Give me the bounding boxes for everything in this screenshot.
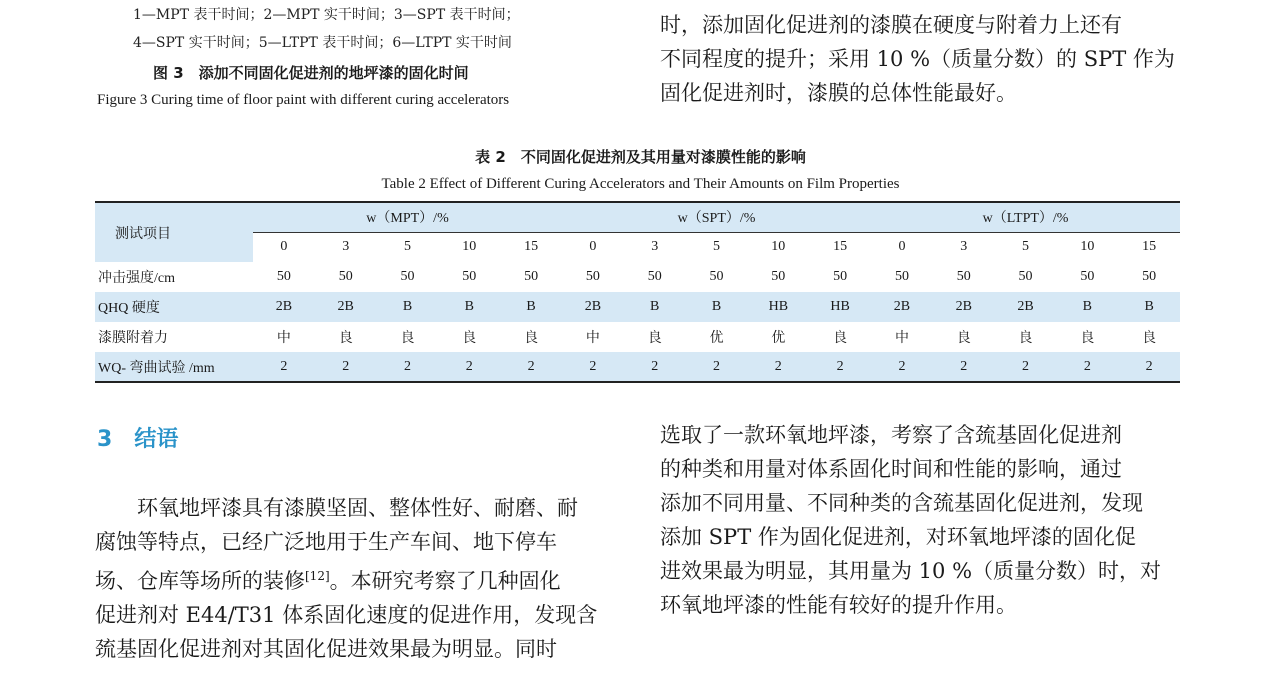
- table-cell: 50: [276, 269, 291, 284]
- table-cell: B: [500, 292, 562, 322]
- table-cell: 2: [747, 352, 809, 382]
- table-cell: 中: [894, 331, 909, 346]
- group-header-mpt: w（MPT）/%: [253, 202, 562, 232]
- amount-header: 0: [898, 239, 906, 255]
- table-cell: 2: [809, 352, 871, 382]
- table-cell: 良: [400, 331, 415, 346]
- table-cell: 2B: [933, 292, 995, 322]
- table-cell: 50: [585, 269, 600, 284]
- amount-header: 10: [1080, 239, 1095, 255]
- row-label: WQ- 弯曲试验 /mm: [95, 352, 253, 382]
- table-cell: 中: [276, 331, 291, 346]
- section-title: 结语: [134, 427, 179, 452]
- amount-header: 15: [1142, 239, 1157, 255]
- amount-header: 0: [589, 239, 597, 255]
- citation-ref: [12]: [305, 569, 330, 583]
- table-cell: 2: [562, 352, 624, 382]
- section-heading: [97, 422, 178, 453]
- paragraph-line: [95, 559, 597, 598]
- paragraph-line: 腐蚀等特点，已经广泛地用于生产车间、地下停车: [95, 530, 557, 554]
- table-title-en: Table 2 Effect of Different Curing Accelerators and Their Amounts on Film Properties: [381, 176, 900, 192]
- table-header-row-amounts: [95, 232, 1180, 262]
- table-cell: 良: [647, 331, 662, 346]
- paragraph-line: 巯基固化促进剂对其固化促进效果最为明显。同时: [95, 637, 557, 661]
- table-cell: 50: [956, 269, 971, 284]
- table-cell: 2B: [315, 292, 377, 322]
- table-cell: 50: [338, 269, 353, 284]
- table-cell: 50: [1080, 269, 1095, 284]
- row-label: QHQ 硬度: [95, 292, 253, 322]
- table-cell: 2B: [253, 292, 315, 322]
- table-cell: 2: [377, 352, 439, 382]
- table-cell: 2: [1118, 352, 1180, 382]
- table-cell: 2B: [562, 292, 624, 322]
- amount-header: 3: [342, 239, 350, 255]
- table-cell: 2: [1056, 352, 1118, 382]
- figure-legend-line-1: 1—MPT 表干时间；2—MPT 实干时间；3—SPT 表干时间；: [133, 7, 520, 23]
- amount-header: 10: [771, 239, 786, 255]
- table-cell: B: [686, 292, 748, 322]
- figure-legend-line-2: 4—SPT 实干时间；5—LTPT 表干时间；6—LTPT 实干时间: [133, 35, 512, 51]
- table-cell: 2: [933, 352, 995, 382]
- table-cell: 2: [871, 352, 933, 382]
- paragraph-line: 环氧地坪漆的性能有较好的提升作用。: [660, 593, 1017, 617]
- table-row: [95, 262, 1180, 292]
- table-cell: 50: [524, 269, 539, 284]
- group-header-ltpt: w（LTPT）/%: [871, 202, 1180, 232]
- table-cell: 50: [462, 269, 477, 284]
- table-cell: 良: [524, 331, 539, 346]
- table-cell: 2: [995, 352, 1057, 382]
- group-header-spt: w（SPT）/%: [562, 202, 871, 232]
- amount-header: 5: [403, 239, 411, 255]
- figure-caption-cn: 图 3 添加不同固化促进剂的地坪漆的固化时间: [153, 64, 469, 82]
- table-title-cn: 表 2 不同固化促进剂及其用量对漆膜性能的影响: [475, 148, 806, 166]
- table-cell: 2: [624, 352, 686, 382]
- right-paragraph: [660, 418, 1161, 622]
- table-cell: 良: [1018, 331, 1033, 346]
- amount-header: 10: [462, 239, 477, 255]
- properties-table: [95, 201, 1180, 383]
- left-paragraph: [95, 491, 597, 666]
- table-row: [95, 322, 1180, 352]
- table-body: [95, 262, 1180, 382]
- right-top-paragraph: [660, 8, 1175, 110]
- table-cell: 50: [400, 269, 415, 284]
- row-label: 冲击强度/cm: [98, 271, 175, 286]
- paragraph-line: 不同程度的提升；采用 10 %（质量分数）的 SPT 作为: [660, 47, 1175, 71]
- table-cell: 良: [956, 331, 971, 346]
- table-cell: 50: [1142, 269, 1157, 284]
- table-cell: 优: [771, 331, 786, 346]
- amount-header: 0: [280, 239, 288, 255]
- table-cell: 良: [1080, 331, 1095, 346]
- table-cell: B: [377, 292, 439, 322]
- paragraph-line: 固化促进剂时，漆膜的总体性能最好。: [660, 81, 1017, 105]
- amount-header: 3: [960, 239, 968, 255]
- paragraph-line: 的种类和用量对体系固化时间和性能的影响，通过: [660, 457, 1122, 481]
- table-cell: 中: [585, 331, 600, 346]
- table-cell: 50: [894, 269, 909, 284]
- table-cell: 2: [438, 352, 500, 382]
- table-cell: B: [1118, 292, 1180, 322]
- table-cell: 2: [500, 352, 562, 382]
- paragraph-line-text: 。本研究考察了几种固化: [329, 569, 561, 593]
- table-cell: 良: [338, 331, 353, 346]
- table-cell: 优: [709, 331, 724, 346]
- table-cell: 50: [647, 269, 662, 284]
- table-cell: 50: [833, 269, 848, 284]
- table-row: [95, 292, 1180, 322]
- row-label: 漆膜附着力: [98, 331, 168, 346]
- table-cell: 良: [1142, 331, 1157, 346]
- table-cell: 2: [253, 352, 315, 382]
- table-cell: 2: [686, 352, 748, 382]
- amount-header: 15: [833, 239, 848, 255]
- paragraph-line: 添加 SPT 作为固化促进剂，对环氧地坪漆的固化促: [660, 525, 1136, 549]
- table-cell: HB: [809, 292, 871, 322]
- amount-header: 5: [1022, 239, 1030, 255]
- table-cell: B: [624, 292, 686, 322]
- table-cell: 良: [833, 331, 848, 346]
- table-header-row-groups: [95, 202, 1180, 232]
- paragraph-line: 添加不同用量、不同种类的含巯基固化促进剂，发现: [660, 491, 1143, 515]
- paragraph-line-text: 场、仓库等场所的装修: [95, 569, 305, 593]
- table-cell: 50: [1018, 269, 1033, 284]
- table-cell: B: [1056, 292, 1118, 322]
- amount-header: 3: [651, 239, 659, 255]
- table-cell: HB: [747, 292, 809, 322]
- paragraph-line: 选取了一款环氧地坪漆，考察了含巯基固化促进剂: [660, 423, 1122, 447]
- table-cell: 2B: [995, 292, 1057, 322]
- table-cell: 2: [315, 352, 377, 382]
- paragraph-line: 环氧地坪漆具有漆膜坚固、整体性好、耐磨、耐: [95, 496, 578, 520]
- table-cell: 良: [462, 331, 477, 346]
- paragraph-line: 时，添加固化促进剂的漆膜在硬度与附着力上还有: [660, 13, 1122, 37]
- table-cell: 50: [709, 269, 724, 284]
- table-row: [95, 352, 1180, 382]
- table-cell: 50: [771, 269, 786, 284]
- figure-caption-en: Figure 3 Curing time of floor paint with different curing accelerators: [97, 92, 510, 108]
- table-corner-label: 测试项目: [95, 202, 253, 262]
- table-cell: B: [438, 292, 500, 322]
- paragraph-line: 进效果最为明显，其用量为 10 %（质量分数）时，对: [660, 559, 1162, 583]
- amount-header: 5: [713, 239, 720, 255]
- table-cell: 2B: [871, 292, 933, 322]
- section-number: 3: [97, 427, 113, 452]
- amount-header: 15: [524, 239, 539, 255]
- paragraph-line: 促进剂对 E44/T31 体系固化速度的促进作用，发现含: [95, 603, 598, 627]
